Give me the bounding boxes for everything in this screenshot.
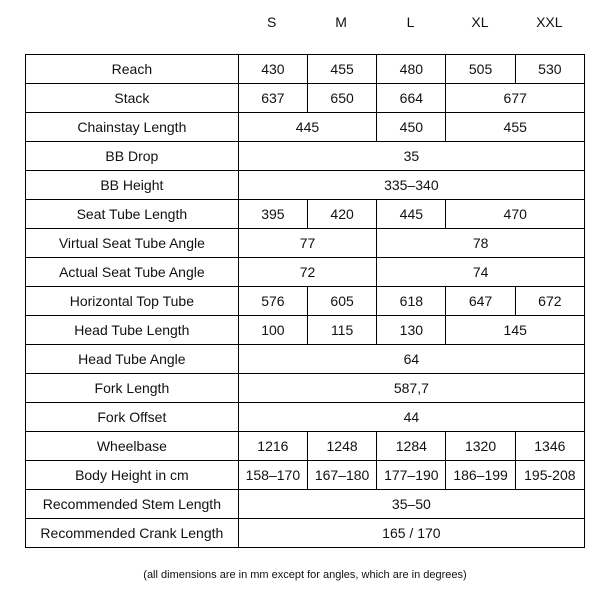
value-cell: 167–180 [307,461,376,490]
row-label: Seat Tube Length [26,200,239,229]
row-label: Head Tube Length [26,316,239,345]
value-cell: 395 [238,200,307,229]
value-cell: 587,7 [238,374,584,403]
footnote: (all dimensions are in mm except for angles, which are in degrees) [143,569,467,581]
value-cell: 605 [307,287,376,316]
value-cell: 115 [307,316,376,345]
value-cell: 455 [307,55,376,84]
value-cell: 1248 [307,432,376,461]
value-cell: 72 [238,258,376,287]
table-row [26,229,585,258]
value-cell: 470 [446,200,585,229]
value-cell: 1284 [377,432,446,461]
table-row [26,171,585,200]
value-cell: 35 [238,142,584,171]
table-row [26,345,585,374]
table-row [26,490,585,519]
value-cell: 677 [446,84,585,113]
value-cell: 576 [238,287,307,316]
value-cell: 158–170 [238,461,307,490]
size-header-l: L [406,14,415,30]
value-cell: 100 [238,316,307,345]
value-cell: 618 [377,287,446,316]
size-header-s: S [267,14,277,30]
value-cell: 177–190 [377,461,446,490]
table-row [26,432,585,461]
value-cell: 445 [238,113,376,142]
value-cell: 186–199 [446,461,515,490]
row-label: Chainstay Length [26,113,239,142]
row-label: Stack [26,84,239,113]
row-label: Horizontal Top Tube [26,287,239,316]
value-cell: 335–340 [238,171,584,200]
table-row [26,374,585,403]
value-cell: 450 [377,113,446,142]
table-row [26,84,585,113]
table-row [26,200,585,229]
value-cell: 35–50 [238,490,584,519]
table-row [26,519,585,548]
value-cell: 647 [446,287,515,316]
row-label: BB Drop [26,142,239,171]
value-cell: 672 [515,287,584,316]
row-label: Actual Seat Tube Angle [26,258,239,287]
value-cell: 78 [377,229,585,258]
row-label: Head Tube Angle [26,345,239,374]
geometry-table [25,54,585,548]
value-cell: 145 [446,316,585,345]
value-cell: 650 [307,84,376,113]
size-header-xxl: XXL [536,14,563,30]
value-cell: 64 [238,345,584,374]
row-label: Recommended Crank Length [26,519,239,548]
row-label: Fork Length [26,374,239,403]
value-cell: 430 [238,55,307,84]
table-row [26,113,585,142]
value-cell: 480 [377,55,446,84]
value-cell: 664 [377,84,446,113]
value-cell: 1346 [515,432,584,461]
size-header-xl: XL [471,14,489,30]
value-cell: 420 [307,200,376,229]
value-cell: 195-208 [515,461,584,490]
value-cell: 445 [377,200,446,229]
table-row [26,403,585,432]
table-row [26,55,585,84]
row-label: Body Height in cm [26,461,239,490]
table-row [26,316,585,345]
row-label: BB Height [26,171,239,200]
value-cell: 74 [377,258,585,287]
value-cell: 130 [377,316,446,345]
value-cell: 1320 [446,432,515,461]
row-label: Reach [26,55,239,84]
table-row [26,461,585,490]
value-cell: 455 [446,113,585,142]
value-cell: 44 [238,403,584,432]
row-label: Fork Offset [26,403,239,432]
table-row [26,287,585,316]
value-cell: 165 / 170 [238,519,584,548]
table-row [26,258,585,287]
row-label: Recommended Stem Length [26,490,239,519]
row-label: Wheelbase [26,432,239,461]
value-cell: 637 [238,84,307,113]
value-cell: 1216 [238,432,307,461]
value-cell: 505 [446,55,515,84]
size-header-m: M [335,14,347,30]
size-header [237,14,584,30]
value-cell: 77 [238,229,376,258]
table-row [26,142,585,171]
row-label: Virtual Seat Tube Angle [26,229,239,258]
geometry-table-body [26,55,585,548]
value-cell: 530 [515,55,584,84]
